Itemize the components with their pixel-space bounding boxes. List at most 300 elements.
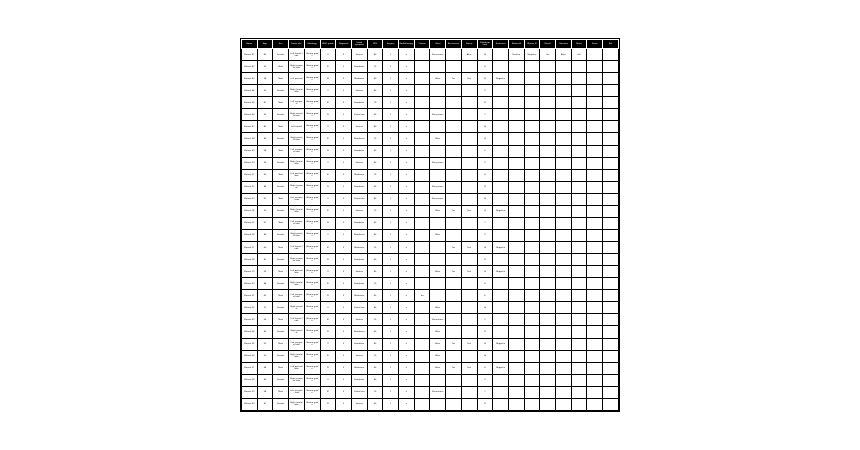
table-cell: 2 bbox=[336, 229, 352, 241]
table-cell: Glioma grade bbox=[304, 121, 320, 133]
table-cell: 59 bbox=[257, 338, 273, 350]
table-cell: III bbox=[320, 133, 336, 145]
table-cell bbox=[430, 217, 446, 229]
table-cell bbox=[524, 266, 540, 278]
table-cell bbox=[414, 193, 430, 205]
table-cell bbox=[461, 302, 477, 314]
table-cell bbox=[508, 217, 524, 229]
table-cell bbox=[508, 181, 524, 193]
table-cell: 52 bbox=[257, 61, 273, 73]
table-cell bbox=[524, 229, 540, 241]
table-cell bbox=[430, 290, 446, 302]
table-cell bbox=[414, 205, 430, 217]
table-cell bbox=[540, 242, 556, 254]
table-cell: Seizure bbox=[351, 398, 367, 410]
table-cell bbox=[540, 193, 556, 205]
table-cell: 80 bbox=[367, 266, 383, 278]
table-cell bbox=[493, 169, 509, 181]
table-cell bbox=[493, 302, 509, 314]
column-header: Ref bbox=[603, 40, 619, 49]
table-cell: III bbox=[320, 97, 336, 109]
table-cell bbox=[603, 290, 619, 302]
table-cell: Right occipital bbox=[289, 302, 305, 314]
table-cell: IV bbox=[320, 362, 336, 374]
table-cell: + bbox=[399, 121, 415, 133]
table-cell bbox=[603, 145, 619, 157]
table-cell: + bbox=[399, 205, 415, 217]
table-cell bbox=[414, 97, 430, 109]
table-cell bbox=[446, 145, 462, 157]
table-cell: Recurrence bbox=[430, 314, 446, 326]
table-cell: Male bbox=[273, 217, 289, 229]
table-cell: + bbox=[399, 338, 415, 350]
table-cell bbox=[603, 97, 619, 109]
table-cell: Pos bbox=[461, 73, 477, 85]
table-cell bbox=[524, 386, 540, 398]
table-cell: Glioma grade bbox=[304, 374, 320, 386]
table-cell: III bbox=[320, 278, 336, 290]
table-cell: Alive bbox=[556, 49, 572, 61]
table-cell: Patient 05 bbox=[242, 97, 258, 109]
table-row bbox=[242, 145, 619, 157]
table-cell bbox=[446, 314, 462, 326]
table-cell bbox=[493, 157, 509, 169]
table-cell: 60 bbox=[367, 362, 383, 374]
table-row bbox=[242, 229, 619, 241]
table-cell bbox=[571, 374, 587, 386]
table-cell bbox=[461, 121, 477, 133]
table-cell bbox=[493, 386, 509, 398]
table-cell bbox=[571, 398, 587, 410]
table-cell: + bbox=[399, 193, 415, 205]
table-cell: Yes bbox=[540, 49, 556, 61]
table-cell bbox=[603, 362, 619, 374]
table-cell: + bbox=[399, 229, 415, 241]
table-cell bbox=[556, 374, 572, 386]
table-cell bbox=[540, 157, 556, 169]
table-cell bbox=[556, 278, 572, 290]
table-cell: 1 bbox=[383, 266, 399, 278]
table-cell: 8 bbox=[477, 61, 493, 73]
table-cell bbox=[540, 61, 556, 73]
table-cell: Yes bbox=[414, 290, 430, 302]
table-cell bbox=[524, 217, 540, 229]
table-cell bbox=[414, 85, 430, 97]
table-cell bbox=[493, 326, 509, 338]
table-cell: 3 bbox=[336, 386, 352, 398]
table-cell: 58 bbox=[257, 145, 273, 157]
table-cell: 2 bbox=[336, 181, 352, 193]
table-cell: 55 bbox=[257, 109, 273, 121]
table-cell: Female bbox=[273, 350, 289, 362]
table-cell: Right occipital lobe bbox=[289, 109, 305, 121]
table-cell: Recurrence bbox=[430, 386, 446, 398]
table-cell: Left parietal lobe bbox=[289, 169, 305, 181]
table-cell bbox=[556, 290, 572, 302]
table-cell bbox=[508, 374, 524, 386]
table-cell: Vision loss bbox=[351, 386, 367, 398]
table-cell: Glioma grade bbox=[304, 398, 320, 410]
table-cell: Glioma grade bbox=[304, 61, 320, 73]
table-cell bbox=[508, 121, 524, 133]
table-cell: Numbness bbox=[351, 133, 367, 145]
table-cell bbox=[414, 374, 430, 386]
table-cell bbox=[540, 314, 556, 326]
table-cell bbox=[571, 145, 587, 157]
table-cell bbox=[556, 61, 572, 73]
table-cell bbox=[446, 85, 462, 97]
table-cell bbox=[508, 254, 524, 266]
table-cell: Female bbox=[273, 157, 289, 169]
table-cell: Left frontal bbox=[289, 121, 305, 133]
table-cell bbox=[508, 205, 524, 217]
table-cell bbox=[556, 157, 572, 169]
table-cell: Patient 29 bbox=[242, 386, 258, 398]
table-cell: Headache bbox=[351, 181, 367, 193]
table-cell bbox=[571, 61, 587, 73]
table-cell: Left temporal bbox=[289, 97, 305, 109]
table-cell: 2 bbox=[336, 326, 352, 338]
table-cell bbox=[508, 85, 524, 97]
table-cell bbox=[556, 121, 572, 133]
table-cell: Left parietal bbox=[289, 73, 305, 85]
table-cell: Vision loss bbox=[351, 109, 367, 121]
table-cell: 1 bbox=[383, 350, 399, 362]
table-cell: Alive bbox=[430, 133, 446, 145]
table-cell: + bbox=[399, 254, 415, 266]
table-cell: Alive bbox=[461, 49, 477, 61]
table-cell bbox=[603, 229, 619, 241]
table-cell: Glioma grade bbox=[304, 386, 320, 398]
table-cell bbox=[461, 217, 477, 229]
table-cell bbox=[508, 386, 524, 398]
table-cell bbox=[540, 169, 556, 181]
table-cell: + bbox=[399, 145, 415, 157]
table-row bbox=[242, 326, 619, 338]
table-cell: Patient 28 bbox=[242, 374, 258, 386]
column-header: Sex bbox=[273, 40, 289, 49]
column-header: Initial symptom bbox=[351, 40, 367, 49]
table-cell bbox=[556, 302, 572, 314]
table-cell bbox=[603, 302, 619, 314]
table-cell bbox=[587, 217, 603, 229]
table-cell bbox=[603, 85, 619, 97]
column-header: Radiotherapy bbox=[399, 40, 415, 49]
table-cell: 12 bbox=[477, 133, 493, 145]
column-header: WHO grade bbox=[320, 40, 336, 49]
table-cell: Patient 24 bbox=[242, 326, 258, 338]
table-cell: Patient 27 bbox=[242, 362, 258, 374]
table-row bbox=[242, 181, 619, 193]
table-cell: 60 bbox=[367, 217, 383, 229]
table-cell: Right temporal lobe bbox=[289, 254, 305, 266]
table-cell bbox=[603, 254, 619, 266]
table-cell bbox=[461, 193, 477, 205]
table-cell: 80 bbox=[367, 193, 383, 205]
table-cell bbox=[587, 145, 603, 157]
table-cell bbox=[587, 49, 603, 61]
table-cell bbox=[571, 85, 587, 97]
table-cell: Right parietal bbox=[289, 326, 305, 338]
table-cell: Male bbox=[273, 121, 289, 133]
table-cell: 3 bbox=[336, 266, 352, 278]
table-cell bbox=[587, 374, 603, 386]
table-cell bbox=[540, 350, 556, 362]
table-cell bbox=[508, 61, 524, 73]
table-cell: Glioma grade bbox=[304, 157, 320, 169]
table-cell bbox=[493, 350, 509, 362]
table-cell bbox=[461, 85, 477, 97]
table-row bbox=[242, 398, 619, 410]
table-cell bbox=[414, 73, 430, 85]
table-cell: Negative bbox=[493, 338, 509, 350]
table-cell: 70 bbox=[367, 169, 383, 181]
table-cell: Glioma grade bbox=[304, 242, 320, 254]
table-cell bbox=[461, 181, 477, 193]
table-cell bbox=[508, 314, 524, 326]
table-cell bbox=[414, 145, 430, 157]
table-cell: Right temporal lobe bbox=[289, 374, 305, 386]
table-cell bbox=[430, 278, 446, 290]
table-cell bbox=[524, 73, 540, 85]
table-cell: 12 bbox=[477, 338, 493, 350]
table-cell bbox=[446, 217, 462, 229]
table-cell: Alive bbox=[430, 229, 446, 241]
table-cell bbox=[430, 145, 446, 157]
table-cell bbox=[430, 97, 446, 109]
table-cell: Female bbox=[273, 205, 289, 217]
table-cell: Female bbox=[273, 302, 289, 314]
table-cell: 2 bbox=[336, 278, 352, 290]
table-cell: Alive bbox=[430, 73, 446, 85]
table-cell bbox=[524, 398, 540, 410]
table-cell: + bbox=[399, 278, 415, 290]
table-cell: Patient 19 bbox=[242, 266, 258, 278]
table-cell: 70 bbox=[367, 133, 383, 145]
table-cell bbox=[603, 205, 619, 217]
table-cell: Glioma grade bbox=[304, 97, 320, 109]
table-cell: II bbox=[320, 229, 336, 241]
table-cell: 3 bbox=[336, 314, 352, 326]
table-cell bbox=[524, 133, 540, 145]
table-cell: 3 bbox=[336, 338, 352, 350]
table-cell: 3 bbox=[336, 49, 352, 61]
column-header: Other bbox=[430, 40, 446, 49]
table-cell bbox=[414, 266, 430, 278]
table-cell: 7 bbox=[477, 109, 493, 121]
table-cell bbox=[461, 133, 477, 145]
table-cell bbox=[493, 109, 509, 121]
table-cell bbox=[571, 350, 587, 362]
table-cell bbox=[587, 278, 603, 290]
table-cell bbox=[540, 290, 556, 302]
table-cell bbox=[414, 121, 430, 133]
table-cell bbox=[508, 145, 524, 157]
table-cell: Glioma grade bbox=[304, 133, 320, 145]
table-cell: Seizure bbox=[351, 205, 367, 217]
table-cell: Headache bbox=[351, 61, 367, 73]
table-cell: 60 bbox=[367, 145, 383, 157]
table-cell: + bbox=[399, 266, 415, 278]
table-cell bbox=[508, 350, 524, 362]
table-cell bbox=[524, 193, 540, 205]
column-header: Chemo bbox=[414, 40, 430, 49]
table-cell bbox=[540, 338, 556, 350]
table-cell: Female bbox=[273, 229, 289, 241]
table-cell bbox=[587, 266, 603, 278]
column-header: Diagnosis bbox=[336, 40, 352, 49]
table-cell: 60 bbox=[367, 326, 383, 338]
table-cell: 6 bbox=[477, 145, 493, 157]
table-cell: Glioma grade bbox=[304, 326, 320, 338]
table-cell: 1 bbox=[383, 362, 399, 374]
table-cell bbox=[493, 229, 509, 241]
table-cell bbox=[446, 229, 462, 241]
table-cell: 40 bbox=[257, 374, 273, 386]
table-cell: 10 bbox=[477, 242, 493, 254]
table-cell bbox=[571, 169, 587, 181]
table-cell: IV bbox=[320, 145, 336, 157]
table-cell: 1 bbox=[383, 374, 399, 386]
table-cell: + bbox=[399, 326, 415, 338]
table-cell: Male bbox=[273, 242, 289, 254]
table-cell bbox=[446, 326, 462, 338]
column-header: Follow-up (mo) bbox=[477, 40, 493, 49]
table-cell: Glioma grade bbox=[304, 314, 320, 326]
table-cell bbox=[430, 169, 446, 181]
table-cell: 80 bbox=[367, 302, 383, 314]
table-cell bbox=[587, 229, 603, 241]
table-cell bbox=[414, 181, 430, 193]
table-cell: IV bbox=[320, 181, 336, 193]
table-cell: 1 bbox=[383, 278, 399, 290]
table-cell bbox=[571, 278, 587, 290]
table-cell bbox=[461, 109, 477, 121]
table-cell bbox=[508, 266, 524, 278]
table-cell: 70 bbox=[367, 350, 383, 362]
table-cell: Positive bbox=[508, 49, 524, 61]
table-cell: Alive bbox=[430, 266, 446, 278]
table-cell bbox=[524, 314, 540, 326]
table-cell: Glioma grade bbox=[304, 145, 320, 157]
table-cell: 1 bbox=[383, 290, 399, 302]
table-cell: Left parietal lobe bbox=[289, 266, 305, 278]
table-cell bbox=[430, 121, 446, 133]
table-cell bbox=[524, 181, 540, 193]
table-cell: Negative bbox=[493, 205, 509, 217]
table-cell: III bbox=[320, 314, 336, 326]
table-cell: 44 bbox=[257, 181, 273, 193]
table-cell bbox=[587, 61, 603, 73]
table-cell: III bbox=[320, 386, 336, 398]
table-cell bbox=[556, 145, 572, 157]
table-row bbox=[242, 85, 619, 97]
table-cell bbox=[508, 229, 524, 241]
table-cell: Glioma grade bbox=[304, 302, 320, 314]
table-cell: Yes bbox=[446, 338, 462, 350]
table-cell bbox=[587, 73, 603, 85]
table-cell: II bbox=[320, 302, 336, 314]
table-cell: 3 bbox=[336, 290, 352, 302]
table-cell bbox=[446, 193, 462, 205]
table-cell: Glioma grade bbox=[304, 266, 320, 278]
table-row bbox=[242, 49, 619, 61]
table-cell bbox=[414, 326, 430, 338]
table-cell bbox=[587, 254, 603, 266]
table-cell: Female bbox=[273, 278, 289, 290]
table-cell: Left occipital lobe bbox=[289, 386, 305, 398]
table-cell: 39 bbox=[257, 205, 273, 217]
table-cell bbox=[556, 266, 572, 278]
table-cell: 10 bbox=[477, 121, 493, 133]
table-cell: Yes bbox=[446, 205, 462, 217]
table-cell: Recurrence bbox=[430, 157, 446, 169]
table-cell: Headache bbox=[351, 97, 367, 109]
table-cell: + bbox=[399, 97, 415, 109]
table-cell: 70 bbox=[367, 205, 383, 217]
table-cell: Female bbox=[273, 326, 289, 338]
table-row bbox=[242, 266, 619, 278]
table-row bbox=[242, 205, 619, 217]
table-cell: + bbox=[399, 350, 415, 362]
table-cell bbox=[524, 290, 540, 302]
table-cell: 10 bbox=[477, 49, 493, 61]
table-cell: 57 bbox=[257, 217, 273, 229]
column-header: Age bbox=[257, 40, 273, 49]
table-cell bbox=[556, 73, 572, 85]
table-cell: Alive bbox=[430, 362, 446, 374]
table-cell bbox=[524, 350, 540, 362]
table-cell: + bbox=[399, 217, 415, 229]
table-cell: 8 bbox=[477, 362, 493, 374]
table-cell bbox=[571, 326, 587, 338]
table-row bbox=[242, 290, 619, 302]
table-cell bbox=[587, 181, 603, 193]
table-cell bbox=[414, 61, 430, 73]
table-cell: 60 bbox=[367, 398, 383, 410]
table-cell: 1 bbox=[383, 193, 399, 205]
table-cell bbox=[414, 278, 430, 290]
table-cell bbox=[524, 85, 540, 97]
table-cell: Female bbox=[273, 49, 289, 61]
table-cell bbox=[571, 109, 587, 121]
table-cell: 11 bbox=[477, 398, 493, 410]
table-cell bbox=[446, 302, 462, 314]
table-cell bbox=[587, 290, 603, 302]
table-cell bbox=[571, 266, 587, 278]
table-cell: Headache bbox=[351, 254, 367, 266]
table-cell: Glioma grade bbox=[304, 350, 320, 362]
table-cell: + bbox=[399, 133, 415, 145]
table-cell bbox=[603, 181, 619, 193]
table-cell bbox=[556, 398, 572, 410]
table-row bbox=[242, 217, 619, 229]
table-cell: Patient 08 bbox=[242, 133, 258, 145]
table-cell bbox=[556, 85, 572, 97]
table-cell: 1 bbox=[383, 145, 399, 157]
table-cell: III bbox=[320, 350, 336, 362]
table-cell bbox=[556, 254, 572, 266]
table-cell: 60 bbox=[367, 109, 383, 121]
table-header-row bbox=[242, 40, 619, 49]
table-cell: 9 bbox=[477, 314, 493, 326]
table-cell bbox=[603, 386, 619, 398]
table-cell bbox=[524, 326, 540, 338]
table-cell: + bbox=[399, 73, 415, 85]
table-cell bbox=[587, 362, 603, 374]
table-row bbox=[242, 362, 619, 374]
table-cell bbox=[446, 97, 462, 109]
